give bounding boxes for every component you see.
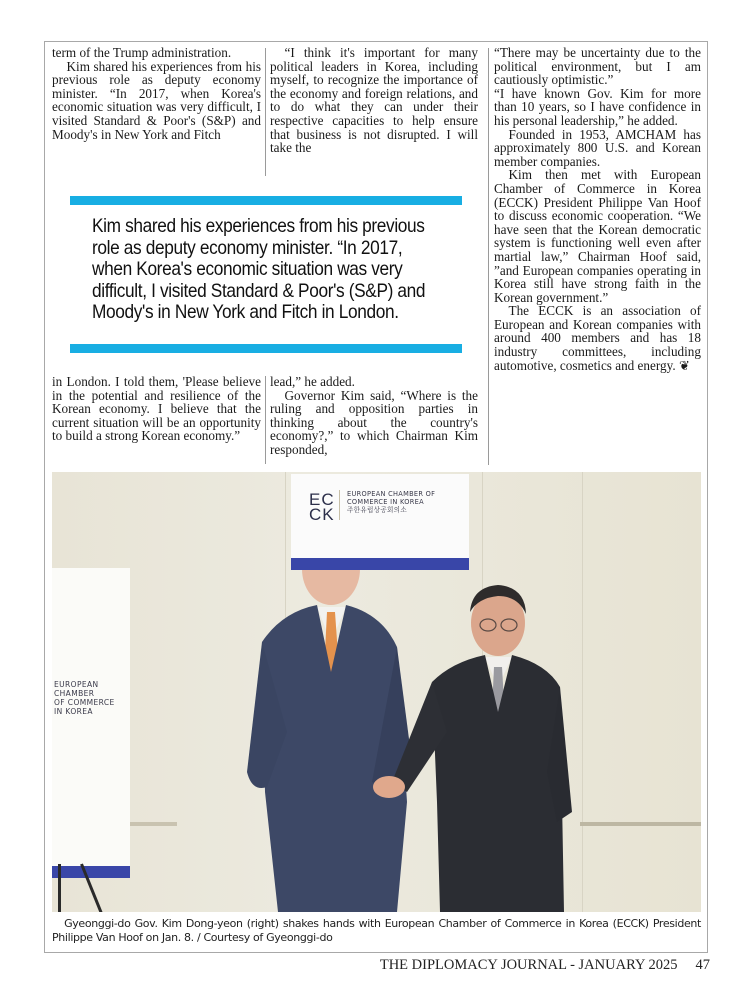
column-divider — [265, 376, 266, 464]
board-line: EUROPEAN — [54, 680, 99, 689]
paragraph: Kim then met with European Chamber of Commerce in Korea (ECCK) President Philippe Van Hoof to discuss economic cooperation. “We have seen that the Korean democratic system is functioning well even after martial law,” Chairman Hoof said, ”and European companies operating in Korea still have strong faith in the Korean government.” — [494, 167, 701, 305]
page-footer — [380, 957, 710, 974]
pull-quote-top-bar — [70, 196, 462, 205]
logo-line: EC — [309, 490, 335, 509]
pull-quote-bottom-bar — [70, 344, 462, 353]
column-1-bottom — [52, 375, 261, 443]
paragraph: “There may be uncertainty due to the political environment, but I am cautiously optimistic.” — [494, 45, 701, 88]
column-2-top — [270, 46, 478, 155]
board-text — [54, 680, 115, 716]
board-line: CHAMBER — [54, 689, 95, 698]
paragraph: Founded in 1953, AMCHAM has approximately 800 U.S. and Korean member companies. — [494, 126, 701, 169]
photo-caption — [52, 917, 701, 944]
page-number: 47 — [695, 957, 710, 973]
paragraph: lead,” he added. — [270, 374, 355, 389]
paragraph-text: The ECCK is an association of European and Korean companies with around 400 members and has 18 industry committees, including automotive, cosmetics and energy. — [494, 303, 701, 373]
board-line: OF COMMERCE — [54, 698, 115, 707]
column-3 — [494, 46, 701, 372]
ecck-board — [52, 568, 130, 868]
column-1-top — [52, 46, 261, 141]
paragraph: “I have known Gov. Kim for more than 10 years, so I have confidence in his personal leadership,” he added. — [494, 85, 701, 128]
sign-text — [347, 490, 435, 514]
publication-name: THE DIPLOMACY JOURNAL - JANUARY 2025 — [379, 957, 678, 973]
caption-text: Gyeonggi-do Gov. Kim Dong-yeon (right) shakes hands with European Chamber of Commerce in Korea (ECCK) President Philippe Van Hoof on Jan. 8. / Courtesy of Gyeonggi-do — [52, 917, 701, 944]
sign-line: EUROPEAN CHAMBER OF — [347, 490, 436, 498]
end-mark-icon: ❦ — [678, 357, 691, 373]
sign-line: COMMERCE IN KOREA — [347, 498, 424, 506]
logo-line: CK — [309, 505, 335, 524]
column-2-bottom — [270, 375, 478, 457]
paragraph: Kim shared his experiences from his previous role as deputy economy minister. “In 2017, when Korea's economic situation was very difficult, I visited Standard & Poor's (S&P) and Moody's in New York and Fitch — [52, 58, 261, 142]
column-divider — [265, 48, 266, 176]
pull-quote: Kim shared his experiences from his previous role as deputy economy minister. “In 2017, when Korea's economic situation was very difficult, I visited Standard & Poor's (S&P) and Moody's in New York and Fitch in London. — [92, 216, 426, 324]
paragraph — [494, 304, 701, 372]
ecck-sign — [291, 474, 469, 560]
ecck-logo — [309, 492, 335, 522]
article-photo — [52, 472, 701, 912]
paragraph: term of the Trump administration. — [52, 45, 232, 60]
board-line: IN KOREA — [54, 707, 93, 716]
sign-line: 주한유럽상공회의소 — [347, 506, 408, 514]
column-divider — [488, 48, 489, 465]
paragraph: “I think it's important for many political leaders in Korea, including myself, to recognize the importance of the economy and foreign relations, and to do what they can under their respective capacities to help ensure that business is not disrupted. I will take the — [270, 45, 478, 156]
paragraph: Governor Kim said, “Where is the ruling and opposition parties in thinking about the country's economy?,” to which Chairman Kim responded, — [270, 387, 478, 457]
paragraph: in London. I told them, 'Please believe in the potential and resilience of the Korean economy. I believe that the current situation will be an opportunity to build a strong Korean economy.” — [52, 374, 261, 444]
